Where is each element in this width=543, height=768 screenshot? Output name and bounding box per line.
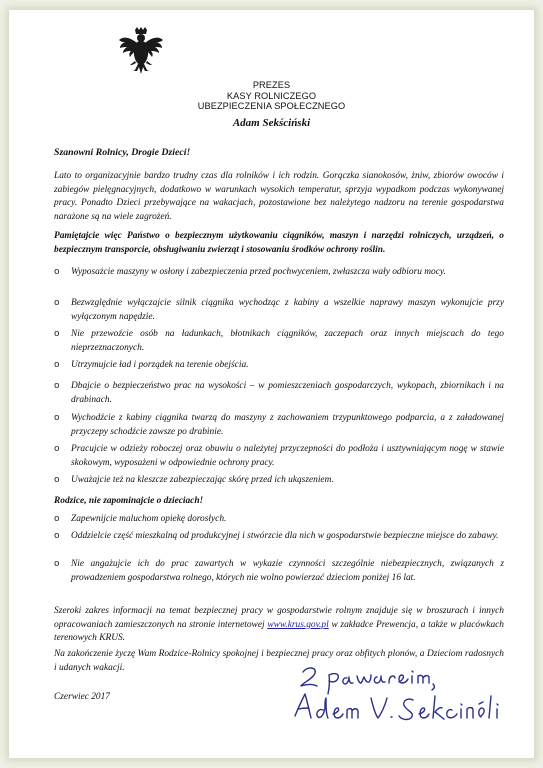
bullet-marker: o — [54, 514, 60, 524]
polish-eagle-emblem-icon — [118, 27, 164, 75]
bullet-marker: o — [54, 559, 60, 569]
children-item: Zapewnijcie maluchom opiekę dorosłych. — [71, 514, 227, 524]
header-line-ubezpieczenia: UBEZPIECZENIA SPOŁECZNEGO — [197, 101, 346, 111]
bullet-marker: o — [54, 329, 60, 339]
header-line-kasy: KASY ROLNICZEGO — [226, 90, 317, 101]
bullet-marker: o — [54, 298, 60, 308]
safety-item: Pracujcie w odzieży roboczej oraz obuwiu o należytej przyczepności do podłoża i usztywniającym nogę w stawie skokowym, wyposażeni w odpowiednie ochrony pracy. — [71, 444, 504, 468]
info-paragraph — [54, 605, 504, 646]
safety-item: Bezwzględnie wyłączajcie silnik ciągnika wychodząc z kabiny a wszelkie naprawy maszyn wykonujcie przy wyłączonym napędzie. — [71, 298, 504, 322]
safety-item: Uważajcie też na kleszcze zabezpieczając skórę przed ich ukąszeniem. — [71, 475, 334, 485]
author-name: Adam Sekściński — [232, 117, 311, 129]
bullet-marker: o — [54, 475, 60, 485]
intro-paragraph: Lato to organizacyjnie bardzo trudny czas dla rolników i ich rodzin. Gorączka sianokosów, żniw, zbiorów owoców i zabiegów pielęgnacyjnych, dodatkowo w warunkach wysokich temperatur, sprzyja wypadkom podczas wykonywanej pracy. Ponadto Dzieci przebywające na wakacjach, pozostawione bez należytego nadzoru na terenie gospodarstwa narażone są na wiele zagrożeń. — [54, 171, 504, 222]
header-line-prezes: PREZES — [252, 80, 291, 90]
bullet-marker: o — [54, 267, 60, 277]
bullet-marker: o — [54, 444, 60, 454]
handwritten-signature — [271, 662, 516, 732]
children-item: Oddzielcie część mieszkalną od produkcyjnej i stwórzcie dla nich w gospodarstwie bezpieczne miejsce do zabawy. — [71, 531, 499, 541]
safety-item: Dbajcie o bezpieczeństwo prac na wysokości – w pomieszczeniach gospodarczych, wykopach, zbiornikach i na drabinach. — [71, 381, 504, 405]
safety-item: Wyposażcie maszyny w osłony i zabezpieczenia przed pochwyceniem, zwłaszcza wały odbioru mocy. — [71, 267, 446, 277]
letter-date: Czerwiec 2017 — [54, 692, 110, 702]
appeal-paragraph: Pamiętajcie więc Państwo o bezpiecznym użytkowaniu ciągników, maszyn i narzędzi rolniczych, urządzeń, o bezpiecznym transporcie, obsługiwaniu zwierząt i stosowaniu środków ochrony roślin. — [54, 231, 504, 255]
safety-item: Utrzymujcie ład i porządek na terenie obejścia. — [71, 360, 249, 370]
bullet-marker: o — [54, 360, 60, 370]
info-text-continued: w zakładce Prewencja, a także w placówkach terenowych KRUS. — [54, 619, 504, 644]
safety-item: Nie przewoźcie osób na ładunkach, błotnikach ciągników, zaczepach oraz innych miejscach do tego nieprzeznaczonych. — [71, 329, 504, 353]
info-text: Szeroki zakres informacji na temat bezpiecznej pracy w gospodarstwie rolnym znajduje się w broszurach i innych opracowaniach zamieszczonych na stronie internetowej — [54, 606, 504, 630]
letter-page — [9, 10, 534, 758]
safety-item: Wychodźcie z kabiny ciągnika twarzą do maszyny z zachowaniem trzypunktowego podparcia, a z załadowanej przyczepy schodźcie zawsze po drabinie. — [71, 413, 504, 437]
bullet-marker: o — [54, 413, 60, 423]
children-heading: Rodzice, nie zapominajcie o dzieciach! — [54, 496, 204, 506]
greeting: Szanowni Rolnicy, Drogie Dzieci! — [54, 147, 191, 158]
children-item: Nie angażujcie ich do prac zawartych w wykazie czynności szczególnie niebezpiecznych, związanych z prowadzeniem gospodarstwa rolnego, których nie wolno powierzać dzieciom poniżej 16 lat. — [71, 559, 504, 583]
closing-paragraph: Na zakończenie życzę Wam Rodzice-Rolnicy spokojnej i bezpiecznej pracy oraz obfitych plonów, a Dzieciom radosnych i udanych wakacji. — [54, 649, 504, 673]
bullet-marker: o — [54, 531, 60, 541]
bullet-marker: o — [54, 381, 60, 391]
krus-website-link[interactable]: www.krus.gov.pl — [267, 619, 329, 630]
